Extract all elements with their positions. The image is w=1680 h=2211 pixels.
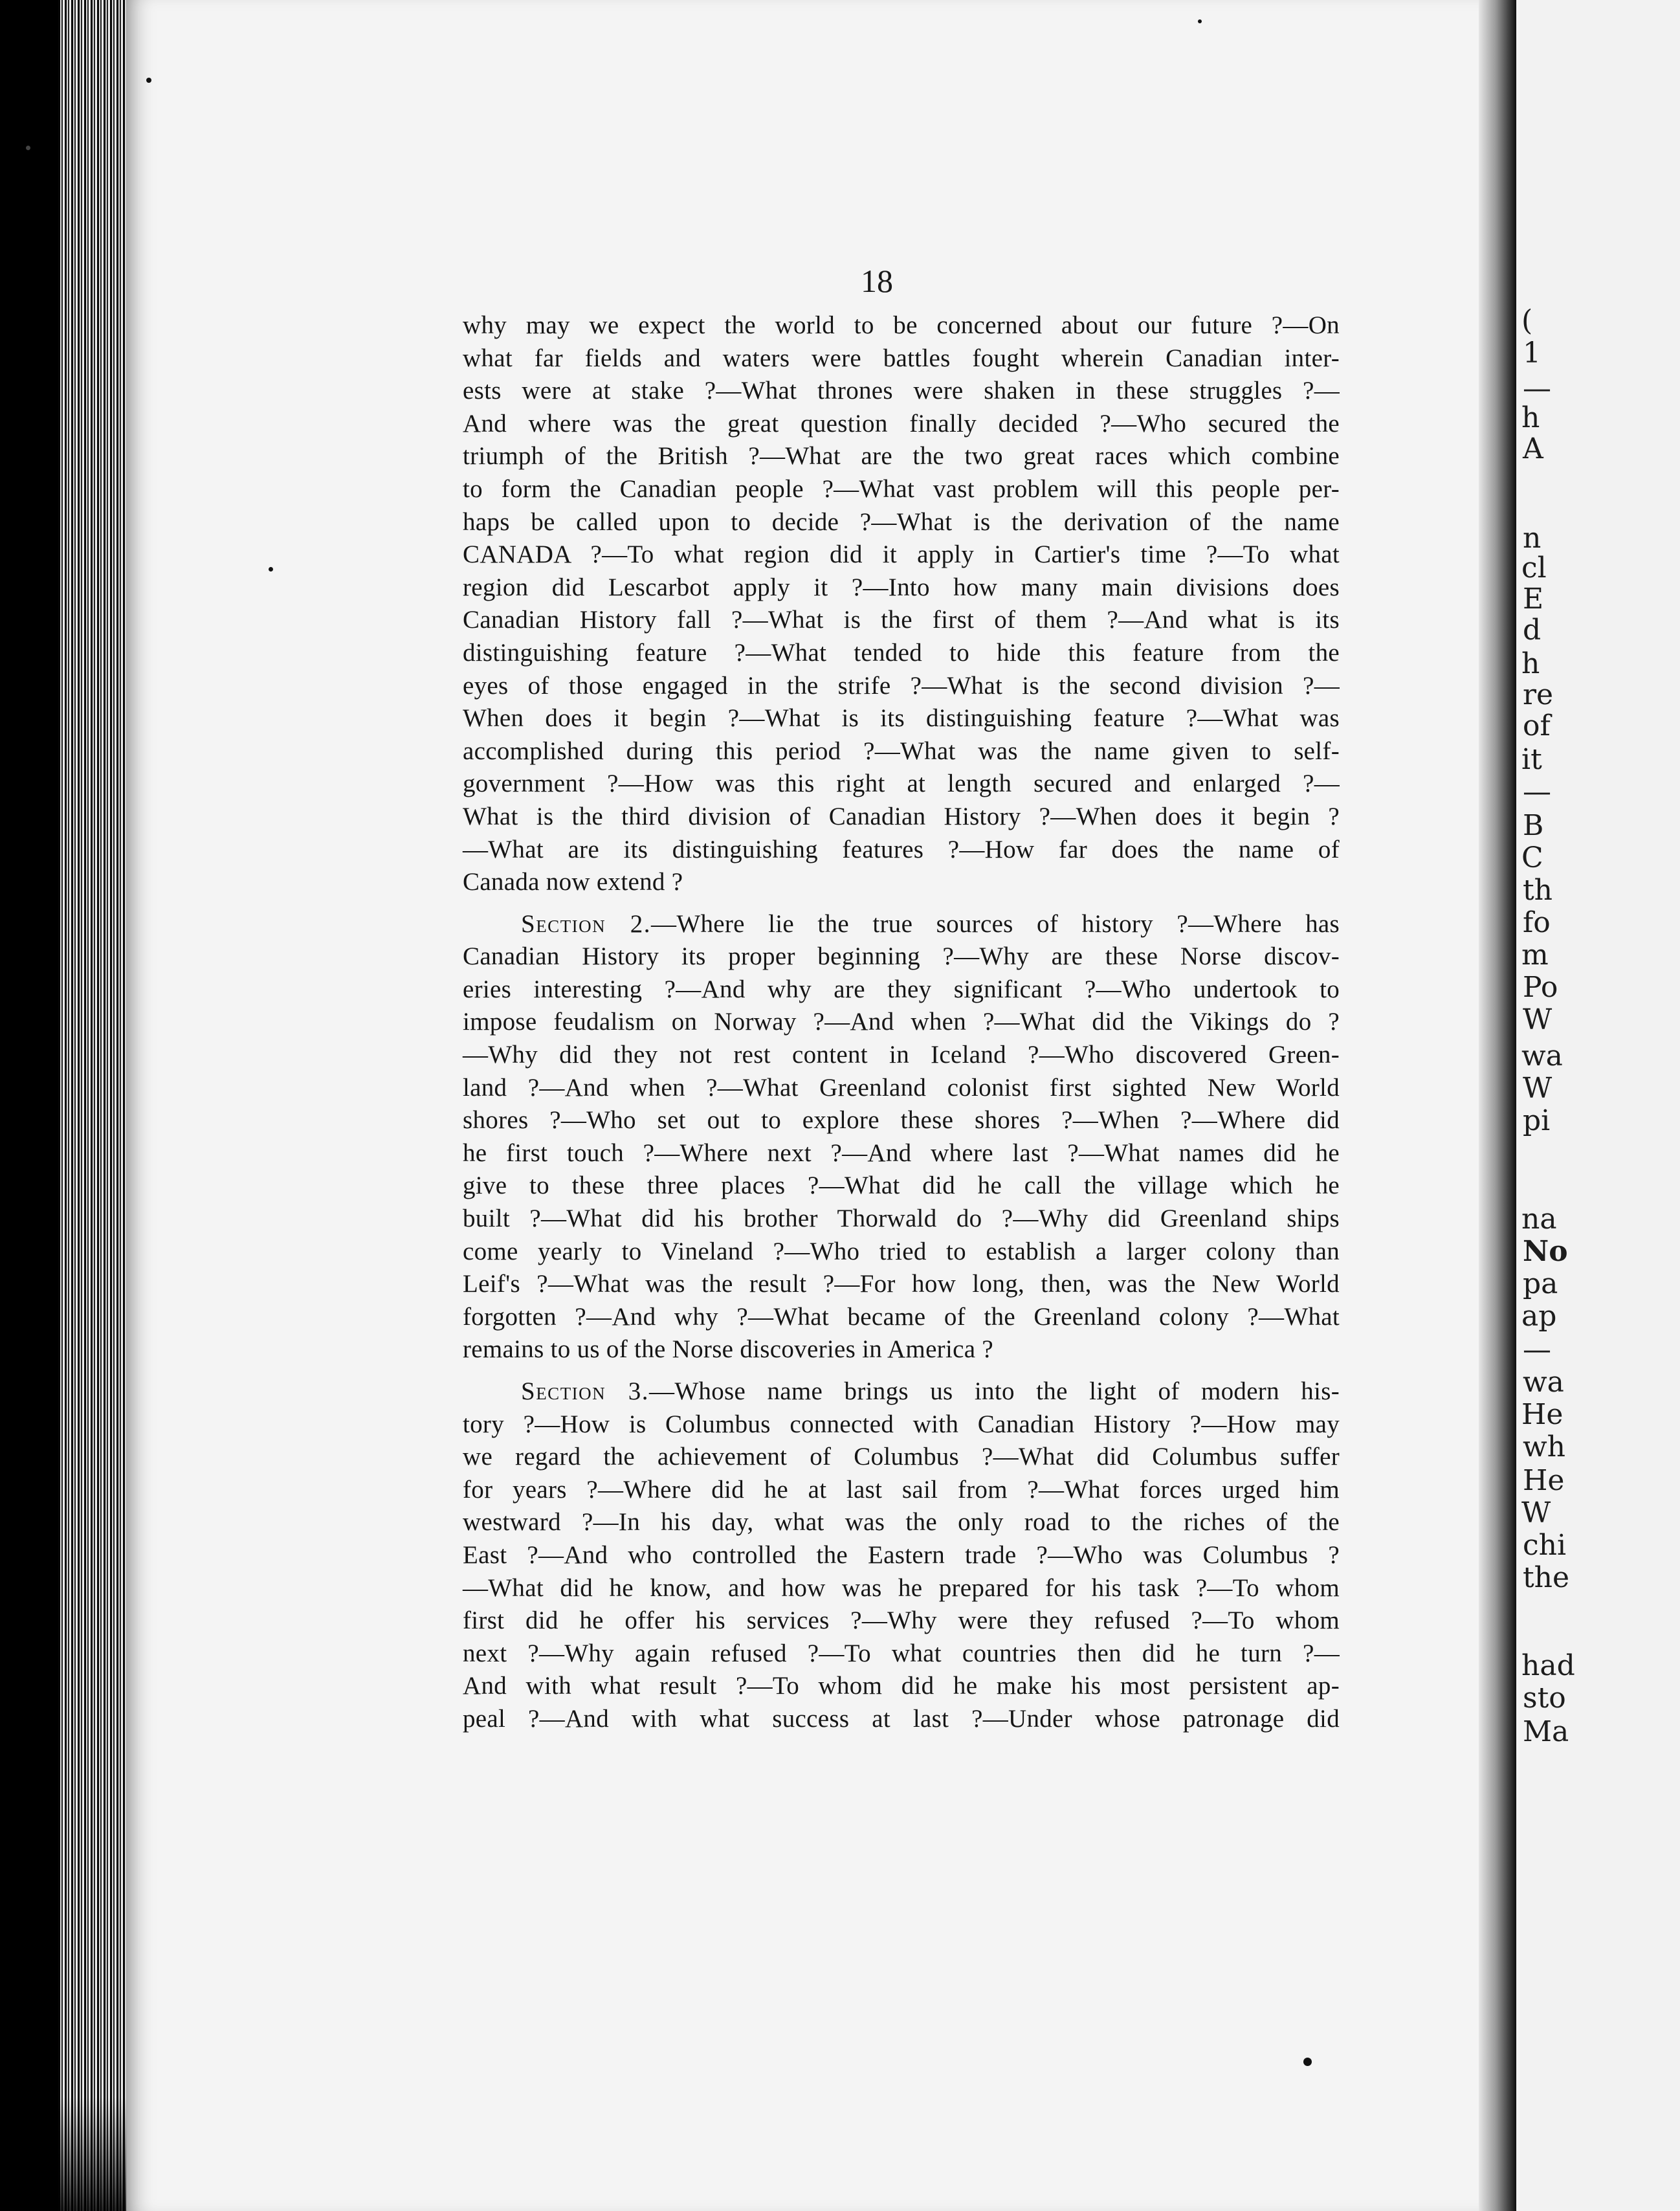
- text-line: eries interesting ?—And why are they significant ?—Who undertook to: [463, 975, 1340, 1003]
- text-line: impose feudalism on Norway ?—And when ?—What did the Vikings do ?: [463, 1008, 1340, 1036]
- facing-page-text-fragment: 1: [1523, 337, 1541, 370]
- scan-speck: [1198, 19, 1202, 23]
- facing-page-text-fragment: pi: [1523, 1104, 1551, 1137]
- text-line: next ?—Why again refused ?—To what countries then did he turn ?—: [463, 1639, 1340, 1667]
- text-line: accomplished during this period ?—What was the name given to self-: [463, 737, 1340, 765]
- facing-page-text-fragment: it: [1521, 743, 1542, 776]
- text-line: distinguishing feature ?—What tended to hide this feature from the: [463, 638, 1340, 667]
- body-text: [463, 309, 1340, 1736]
- facing-page-text-fragment: W: [1523, 1003, 1553, 1036]
- facing-page-text-fragment: E: [1523, 583, 1544, 616]
- text-line: he first touch ?—Where next ?—And where last ?—What names did he: [463, 1139, 1340, 1167]
- facing-page-text-fragment: No: [1523, 1235, 1568, 1268]
- text-line: why may we expect the world to be concerned about our future ?—On: [463, 311, 1340, 339]
- text-line: land ?—And when ?—What Greenland colonist first sighted New World: [463, 1073, 1340, 1102]
- scan-speck: [269, 567, 273, 572]
- text-line: What is the third division of Canadian History ?—When does it begin ?: [463, 802, 1340, 830]
- facing-page-text-fragment: sto: [1523, 1682, 1566, 1715]
- text-line: forgotten ?—And why ?—What became of the Greenland colony ?—What: [463, 1302, 1340, 1331]
- text-line: When does it begin ?—What is its distinguishing feature ?—What was: [463, 704, 1340, 733]
- paragraph-section-3: [463, 1375, 1340, 1736]
- text-line: Leif's ?—What was the result ?—For how long, then, was the New World: [463, 1270, 1340, 1298]
- facing-page-text-fragment: n: [1523, 522, 1542, 555]
- facing-page-text-fragment: —: [1523, 1333, 1551, 1366]
- text-line: first did he offer his services ?—Why were they refused ?—To whom: [463, 1606, 1340, 1635]
- text-line: Canada now extend ?: [463, 868, 683, 896]
- scan-speck: [146, 78, 151, 83]
- section-2-first-line: [463, 908, 1340, 941]
- text-line: remains to us of the Norse discoveries in America ?: [463, 1335, 993, 1364]
- facing-page-text-fragment: C: [1521, 841, 1543, 874]
- facing-page-text-fragment: Po: [1523, 971, 1558, 1004]
- text-line: —What did he know, and how was he prepared for his task ?—To whom: [463, 1573, 1340, 1602]
- facing-page-text-fragment: —: [1523, 372, 1551, 405]
- paragraph-1: [463, 309, 1340, 899]
- facing-page-text-fragment: the: [1523, 1561, 1570, 1594]
- text-line: triumph of the British ?—What are the two great races which combine: [463, 442, 1340, 471]
- text-line: East ?—And who controlled the Eastern trade ?—Who was Columbus ?: [463, 1540, 1340, 1569]
- text-line: to form the Canadian people ?—What vast problem will this people per-: [463, 474, 1340, 503]
- facing-page-text-fragment: fo: [1523, 906, 1551, 939]
- text-line: tory ?—How is Columbus connected with Canadian History ?—How may: [463, 1410, 1340, 1438]
- section-3-first-text: —Whose name brings us into the light of modern his-: [649, 1377, 1340, 1405]
- text-line: haps be called upon to decide ?—What is the derivation of the name: [463, 507, 1340, 536]
- text-line: built ?—What did his brother Thorwald do ?—Why did Greenland ships: [463, 1205, 1340, 1233]
- facing-page-text-fragment: ap: [1521, 1300, 1557, 1333]
- section-3-label: Section 3.: [521, 1377, 650, 1405]
- text-line: And where was the great question finally decided ?—Who secured the: [463, 409, 1340, 438]
- facing-page-text-fragment: W: [1523, 1072, 1553, 1105]
- facing-page-text-fragment: of: [1523, 709, 1551, 742]
- facing-page-text-fragment: (: [1521, 304, 1533, 337]
- facing-page-text-fragment: m: [1521, 939, 1549, 972]
- facing-page: [1516, 0, 1680, 2211]
- text-line: eyes of those engaged in the strife ?—What is the second division ?—: [463, 671, 1340, 700]
- text-line: westward ?—In his day, what was the only road to the riches of the: [463, 1508, 1340, 1537]
- facing-page-text-fragment: wa: [1523, 1366, 1564, 1399]
- text-line: Canadian History its proper beginning ?—Why are these Norse discov-: [463, 942, 1340, 971]
- book-gutter: [1479, 0, 1516, 2211]
- facing-page-text-fragment: d: [1523, 614, 1542, 647]
- text-line: we regard the achievement of Columbus ?—What did Columbus suffer: [463, 1443, 1340, 1471]
- facing-page-text-fragment: na: [1521, 1203, 1557, 1236]
- facing-page-text-fragment: wh: [1523, 1430, 1565, 1463]
- facing-page-text-fragment: pa: [1523, 1267, 1558, 1300]
- text-line: region did Lescarbot apply it ?—Into how many main divisions does: [463, 573, 1340, 601]
- text-line: —What are its distinguishing features ?—How far does the name of: [463, 835, 1340, 863]
- facing-page-text-fragment: Ma: [1523, 1715, 1569, 1748]
- section-3-first-line: [463, 1375, 1340, 1408]
- text-line: shores ?—Who set out to explore these shores ?—When ?—Where did: [463, 1106, 1340, 1135]
- scan-speck: [26, 146, 30, 150]
- facing-page-text-fragment: cl: [1521, 551, 1547, 584]
- facing-page-text-fragment: wa: [1521, 1039, 1563, 1072]
- text-line: government ?—How was this right at length secured and enlarged ?—: [463, 770, 1340, 798]
- text-line: come yearly to Vineland ?—Who tried to establish a larger colony than: [463, 1237, 1340, 1265]
- scan-speck: [1303, 2058, 1312, 2066]
- facing-page-text-fragment: chi: [1523, 1529, 1567, 1562]
- text-line: And with what result ?—To whom did he make his most persistent ap-: [463, 1672, 1340, 1700]
- facing-page-text-fragment: He: [1521, 1398, 1564, 1431]
- facing-page-text-fragment: re: [1523, 678, 1554, 711]
- facing-page-text-fragment: W: [1521, 1496, 1551, 1529]
- facing-page-text-fragment: He: [1523, 1464, 1565, 1497]
- facing-page-text-fragment: had: [1521, 1649, 1575, 1682]
- paragraph-section-2: [463, 908, 1340, 1366]
- text-line: CANADA ?—To what region did it apply in Cartier's time ?—To what: [463, 540, 1340, 569]
- text-line: peal ?—And with what success at last ?—Under whose patronage did: [463, 1704, 1340, 1733]
- text-line: ests were at stake ?—What thrones were shaken in these struggles ?—: [463, 377, 1340, 405]
- section-2-label: Section 2.: [521, 909, 652, 938]
- facing-page-text-fragment: h: [1521, 401, 1540, 434]
- facing-page-text-fragment: —: [1523, 775, 1551, 808]
- text-line: what far fields and waters were battles fought wherein Canadian inter-: [463, 344, 1340, 372]
- text-line: give to these three places ?—What did he call the village which he: [463, 1172, 1340, 1200]
- text-line: —Why did they not rest content in Iceland ?—Who discovered Green-: [463, 1041, 1340, 1069]
- facing-page-text-fragment: B: [1523, 809, 1544, 842]
- facing-page-text-fragment: A: [1523, 432, 1543, 465]
- text-line: Canadian History fall ?—What is the first of them ?—And what is its: [463, 606, 1340, 634]
- page-number: 18: [861, 263, 893, 299]
- text-line: for years ?—Where did he at last sail from ?—What forces urged him: [463, 1475, 1340, 1504]
- facing-page-text-fragment: th: [1523, 874, 1553, 907]
- facing-page-text-fragment: h: [1521, 647, 1540, 680]
- section-2-first-text: —Where lie the true sources of history ?—Where has: [651, 909, 1340, 938]
